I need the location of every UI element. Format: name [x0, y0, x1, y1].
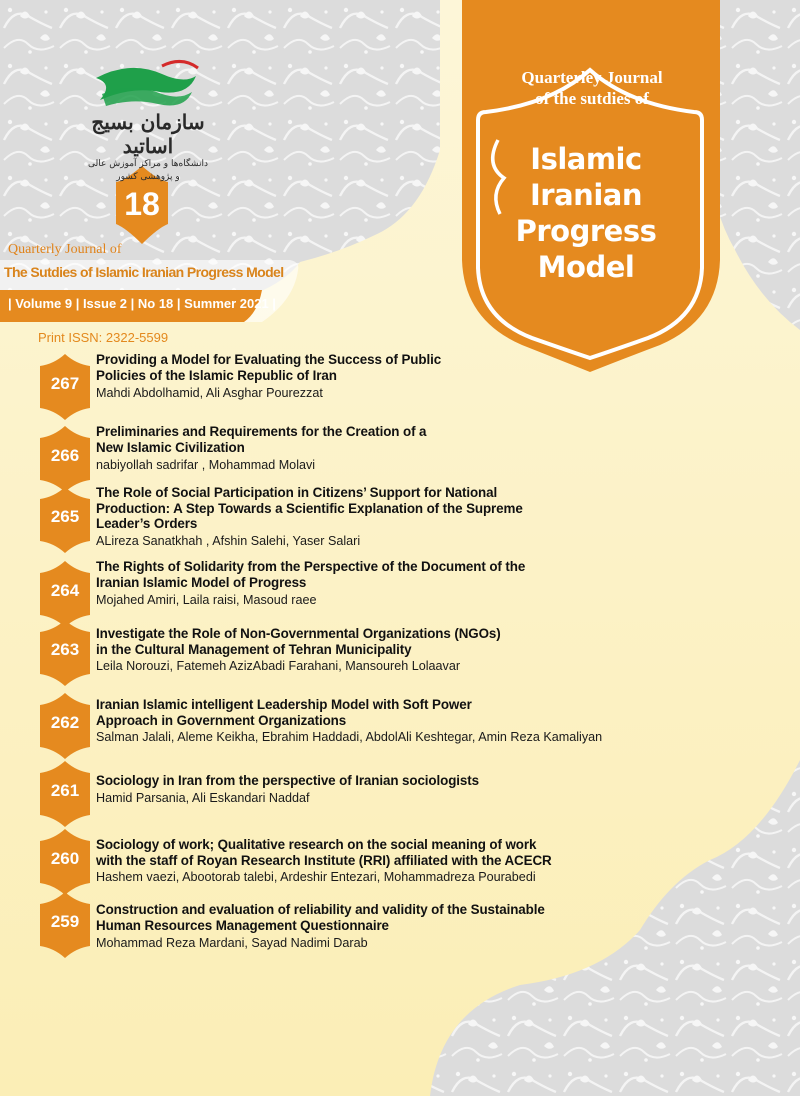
- logo-name: سازمان بسیج اساتید: [91, 110, 205, 158]
- page-number-badge: [38, 485, 92, 555]
- article-title: Construction and evaluation of reliability and validity of the Sustainable Human Resources Management Questionnaire: [96, 902, 545, 933]
- page-number-badge: [38, 618, 92, 688]
- journal-title-word: Progress: [515, 214, 657, 248]
- article-entry[interactable]: [38, 485, 798, 557]
- article-authors: Mojahed Amiri, Laila raisi, Masoud raee: [96, 593, 317, 607]
- side-journal-title: The Sutdies of Islamic Iranian Progress Model: [4, 264, 284, 280]
- side-journal-prefix: Quarterly Journal of: [8, 242, 122, 257]
- page-number: 262: [50, 713, 80, 732]
- article-entry[interactable]: [38, 352, 798, 424]
- article-title: Sociology in Iran from the perspective of Iranian sociologists: [96, 773, 479, 788]
- page-number: 259: [50, 912, 80, 931]
- article-title: The Role of Social Participation in Citizens’ Support for National Production: A Step Towards a Scientific Explanation of the Supreme Leader’s Orders: [96, 485, 523, 531]
- article-authors: Leila Norouzi, Fatemeh AzizAbadi Farahani, Mansoureh Lolaavar: [96, 659, 461, 673]
- article-entry[interactable]: [38, 773, 798, 845]
- page-number: 263: [50, 640, 80, 659]
- page-number: 265: [50, 507, 80, 526]
- article-title: Sociology of work; Qualitative research on the social meaning of work with the staff of Royan Research Institute (RRI) affiliated with the ACECR: [96, 837, 552, 868]
- journal-header-line1: Quarterley Journal: [521, 68, 663, 87]
- page-number-badge: [38, 691, 92, 761]
- article-authors: Salman Jalali, Aleme Keikha, Ebrahim Haddadi, AbdolAli Keshtegar, Amin Reza Kamaliyan: [96, 730, 603, 744]
- logo-subtitle: دانشگاه‌ها و مراکز آموزش عالی و پژوهشی کشور: [88, 159, 208, 182]
- article-title: Providing a Model for Evaluating the Success of Public Policies of the Islamic Republic of Iran: [96, 352, 442, 383]
- volume-issue-line: | Volume 9 | Issue 2 | No 18 | Summer 2021 |: [8, 296, 276, 311]
- article-entry[interactable]: [38, 697, 798, 769]
- article-entry[interactable]: [38, 559, 798, 631]
- journal-title-word: Islamic: [530, 142, 642, 176]
- article-authors: Hashem vaezi, Abootorab talebi, Ardeshir Entezari, Mohammadreza Pourabedi: [96, 870, 536, 884]
- article-entry[interactable]: [38, 626, 798, 698]
- page-number-badge: [38, 890, 92, 960]
- article-authors: Mohammad Reza Mardani, Sayad Nadimi Darab: [96, 936, 368, 950]
- page-number: 266: [50, 446, 80, 465]
- article-title: Preliminaries and Requirements for the Creation of a New Islamic Civilization: [96, 424, 427, 455]
- article-authors: nabiyollah sadrifar , Mohammad Molavi: [96, 458, 316, 472]
- issue-number: 18: [124, 186, 160, 222]
- page-number-badge: [38, 827, 92, 897]
- page-number: 261: [50, 781, 80, 800]
- page-number-badge: [38, 424, 92, 494]
- article-entry[interactable]: [38, 902, 798, 974]
- journal-title-word: Model: [537, 250, 635, 284]
- article-title: Iranian Islamic intelligent Leadership Model with Soft Power Approach in Government Organizations: [96, 697, 472, 728]
- organization-logo-text: [88, 110, 208, 184]
- article-entry[interactable]: [38, 837, 798, 909]
- article-title: The Rights of Solidarity from the Perspective of the Document of the Iranian Islamic Model of Progress: [96, 559, 526, 590]
- page-number-badge: [38, 759, 92, 829]
- journal-header-line2: of the sutdies of: [535, 89, 649, 108]
- page-number: 264: [50, 581, 80, 600]
- page-number-badge: [38, 352, 92, 422]
- article-title: Investigate the Role of Non-Governmental Organizations (NGOs) in the Cultural Management of Tehran Municipality: [96, 626, 501, 657]
- article-authors: Hamid Parsania, Ali Eskandari Naddaf: [96, 791, 310, 805]
- journal-title-word: Iranian: [530, 178, 642, 212]
- print-issn: Print ISSN: 2322-5599: [38, 330, 169, 345]
- page-number: 267: [50, 374, 80, 393]
- page-number: 260: [50, 849, 80, 868]
- article-authors: Mahdi Abdolhamid, Ali Asghar Pourezzat: [96, 386, 323, 400]
- article-authors: ALireza Sanatkhah , Afshin Salehi, Yaser Salari: [96, 534, 361, 548]
- organization-logo-icon: [92, 54, 202, 114]
